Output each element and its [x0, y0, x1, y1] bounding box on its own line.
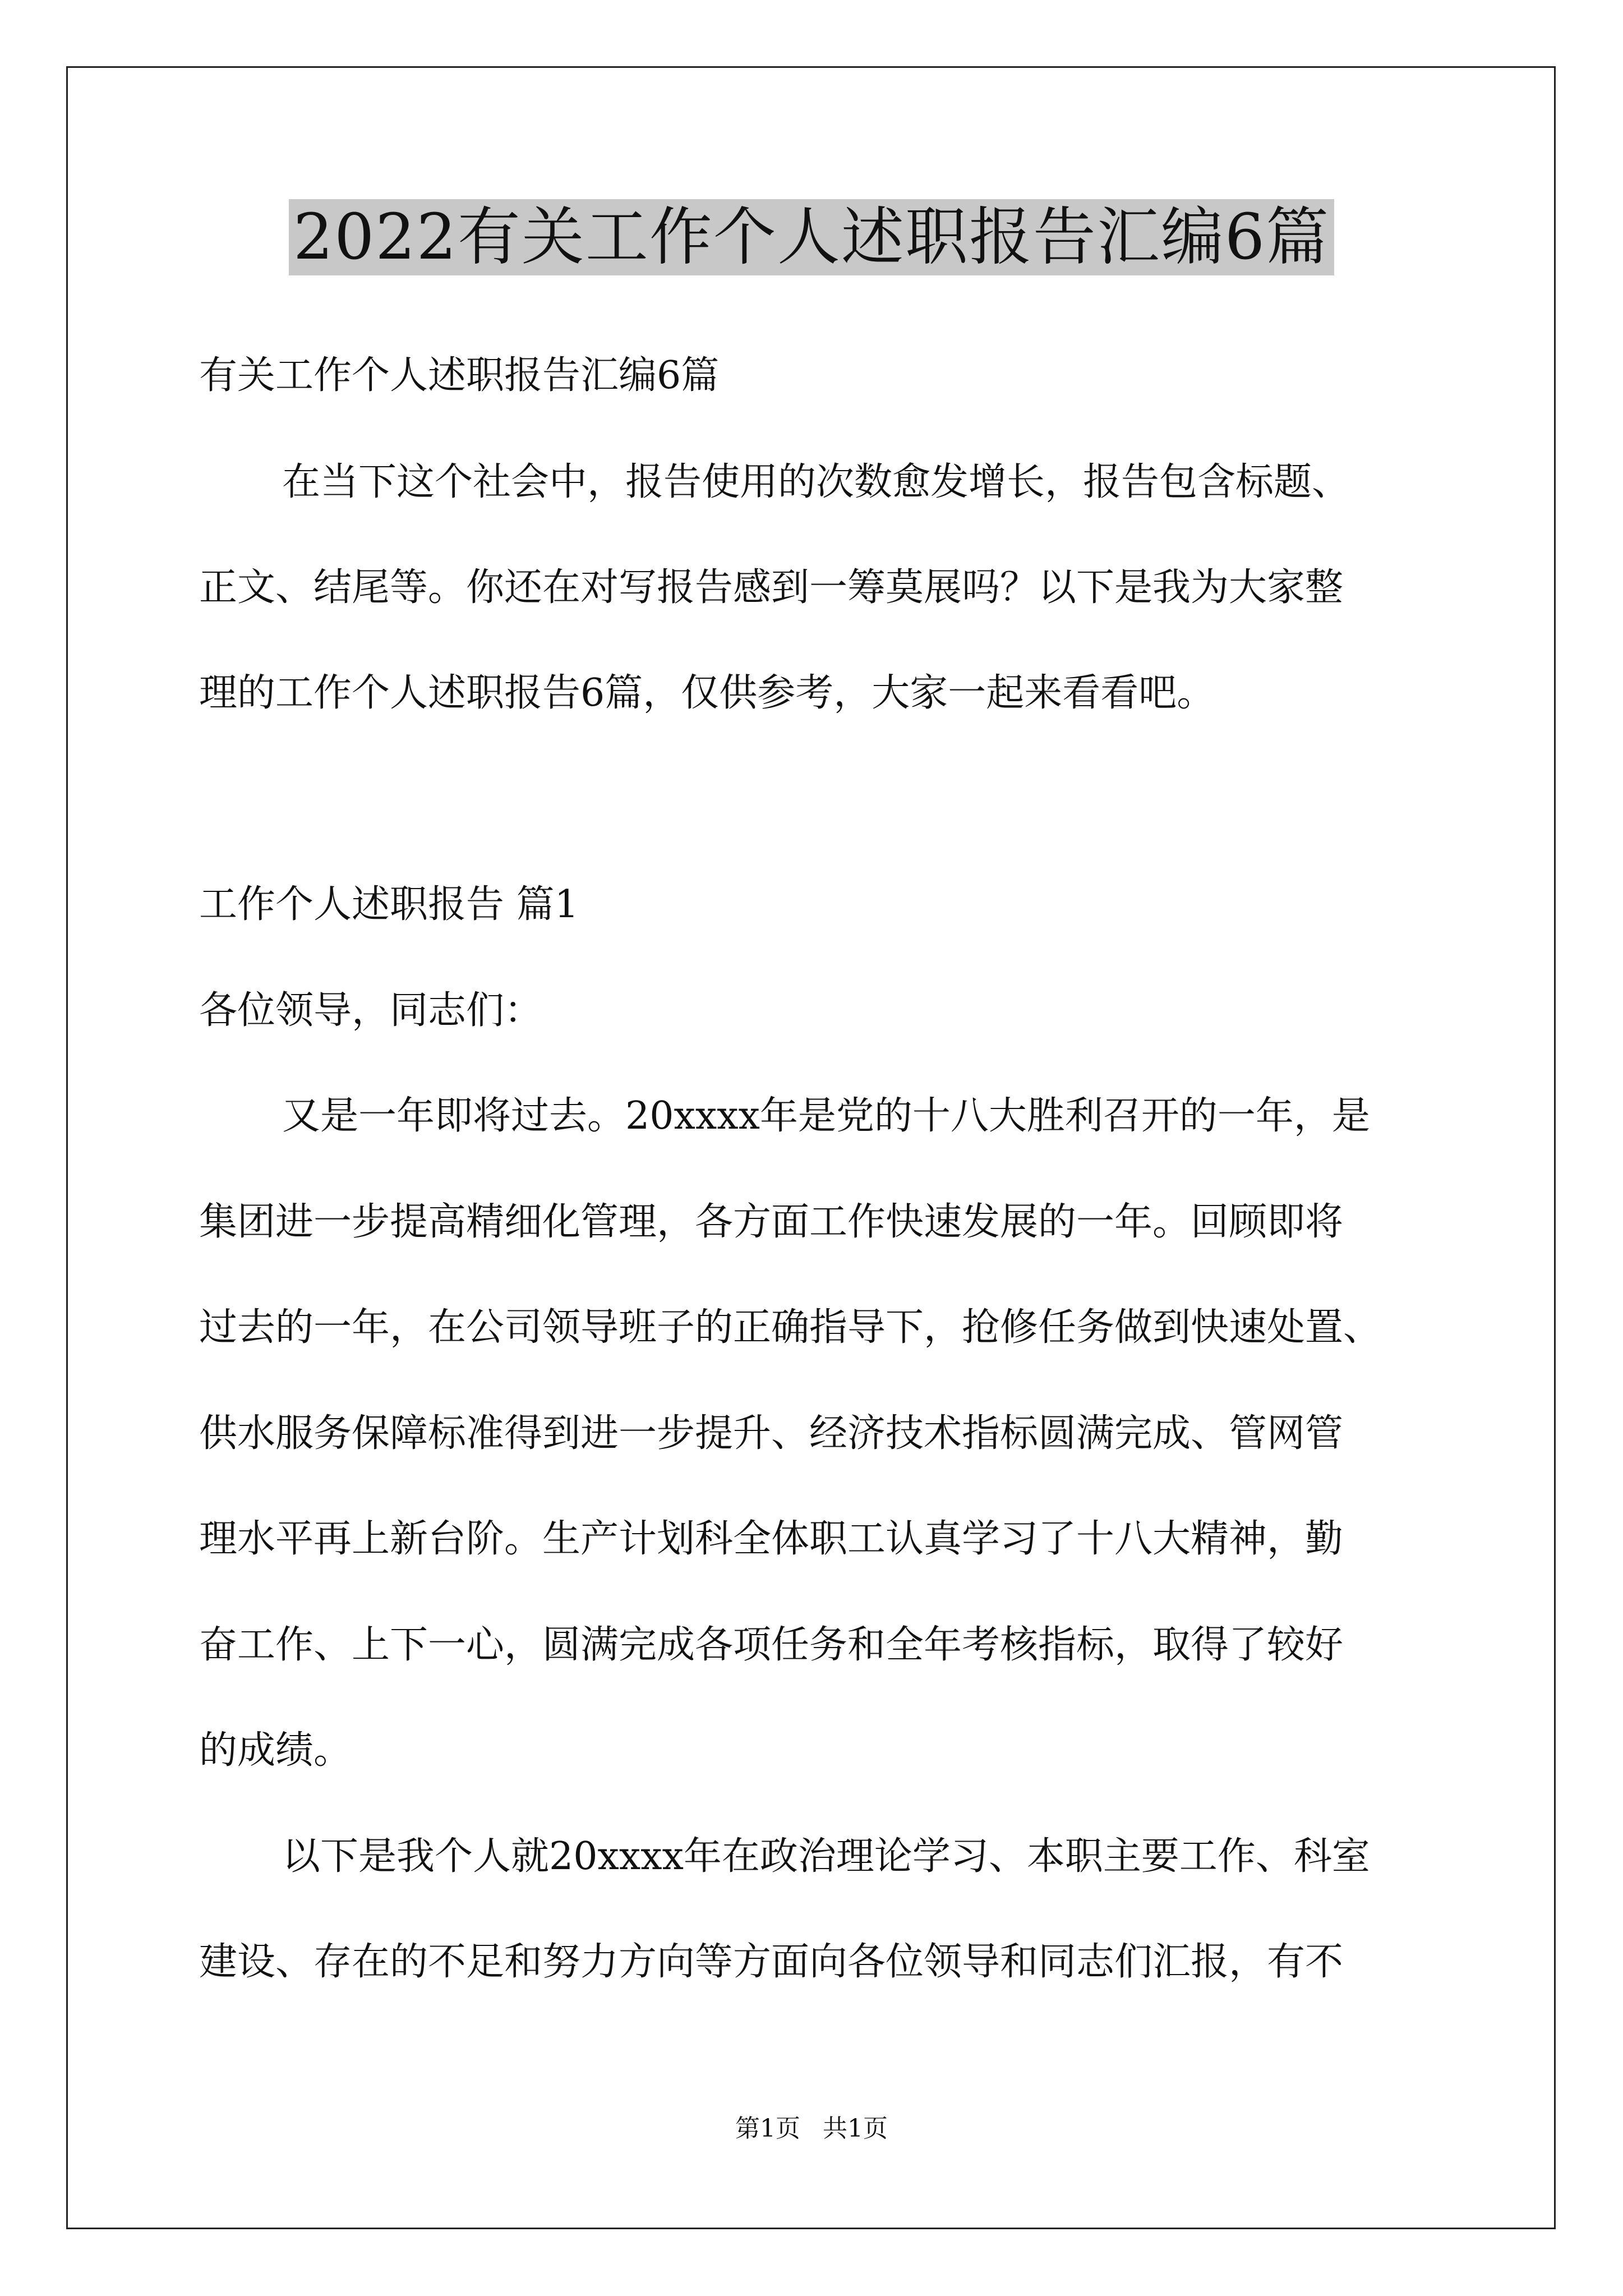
document-title: 2022有关工作个人述职报告汇编6篇	[289, 199, 1334, 275]
paragraph-line: 正文、结尾等。你还在对写报告感到一筹莫展吗？以下是我为大家整	[199, 565, 1344, 610]
salutation: 各位领导，同志们：	[199, 988, 543, 1033]
paragraph-line: 又是一年即将过去。20xxxx年是党的十八大胜利召开的一年，是	[282, 1094, 1370, 1138]
page-number: 第1页	[735, 2114, 800, 2143]
page-footer	[0, 2115, 1623, 2143]
paragraph-line: 建设、存在的不足和努力方向等方面向各位领导和同志们汇报，有不	[199, 1940, 1344, 1984]
paragraph-line: 的成绩。	[199, 1728, 352, 1773]
page-total: 共1页	[823, 2114, 888, 2143]
paragraph-line: 供水服务保障标准得到进一步提升、经济技术指标圆满完成、管网管	[199, 1411, 1344, 1456]
paragraph-line: 过去的一年，在公司领导班子的正确指导下，抢修任务做到快速处置、	[199, 1305, 1382, 1350]
paragraph-line: 理水平再上新台阶。生产计划科全体职工认真学习了十八大精神，勤	[199, 1517, 1344, 1561]
paragraph-line: 在当下这个社会中，报告使用的次数愈发增长，报告包含标题、	[282, 460, 1350, 504]
paragraph-line: 以下是我个人就20xxxx年在政治理论学习、本职主要工作、科室	[282, 1834, 1370, 1879]
paragraph-line: 集团进一步提高精细化管理，各方面工作快速发展的一年。回顾即将	[199, 1200, 1344, 1244]
section-heading: 工作个人述职报告 篇1	[199, 882, 579, 927]
subtitle-line: 有关工作个人述职报告汇编6篇	[199, 353, 720, 398]
title-container	[0, 199, 1623, 275]
paragraph-line: 理的工作个人述职报告6篇，仅供参考，大家一起来看看吧。	[199, 671, 1215, 715]
paragraph-line: 奋工作、上下一心，圆满完成各项任务和全年考核指标，取得了较好	[199, 1623, 1344, 1667]
